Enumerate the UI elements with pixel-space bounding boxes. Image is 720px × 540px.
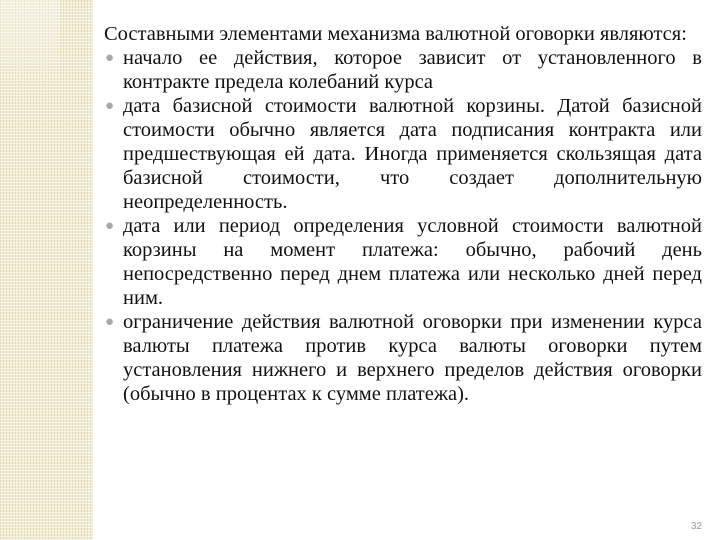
page-number: 32 (690, 521, 702, 532)
bullet-list (104, 46, 702, 406)
strip-highlight (0, 0, 60, 100)
list-item-text: дата или период определения условной стоимости валютной корзины на момент платежа: обычно, рабочий день непосредственно перед днем платежа или несколько дней перед ним. (123, 215, 702, 309)
list-item-text: ограничение действия валютной оговорки при изменении курса валюты платежа против курса валюты оговорки путем установления нижнего и верхнего пределов действия оговорки (обычно в процентах к сумме платежа). (123, 311, 702, 405)
bullet-dot-icon: ● (105, 218, 115, 234)
list-item (104, 94, 702, 214)
decorative-side-strip (0, 0, 93, 540)
list-item-text: дата базисной стоимости валютной корзины. Датой базисной стоимости обычно является дата подписания контракта или предшествующая ей дата. Иногда применяется скользящая дата базисной стоимости, что создает дополнительную неопределенность. (123, 95, 702, 213)
list-item (104, 310, 702, 406)
bullet-dot-icon: ● (105, 50, 115, 66)
bullet-dot-icon: ● (105, 98, 115, 114)
list-item (104, 46, 702, 94)
intro-text: Составными элементами механизма валютной оговорки являются: (104, 23, 687, 45)
slide-content (104, 22, 702, 406)
list-item-text: начало ее действия, которое зависит от установленного в контракте предела колебаний курса (123, 47, 702, 93)
bullet-dot-icon: ● (105, 314, 115, 330)
list-item (104, 214, 702, 310)
